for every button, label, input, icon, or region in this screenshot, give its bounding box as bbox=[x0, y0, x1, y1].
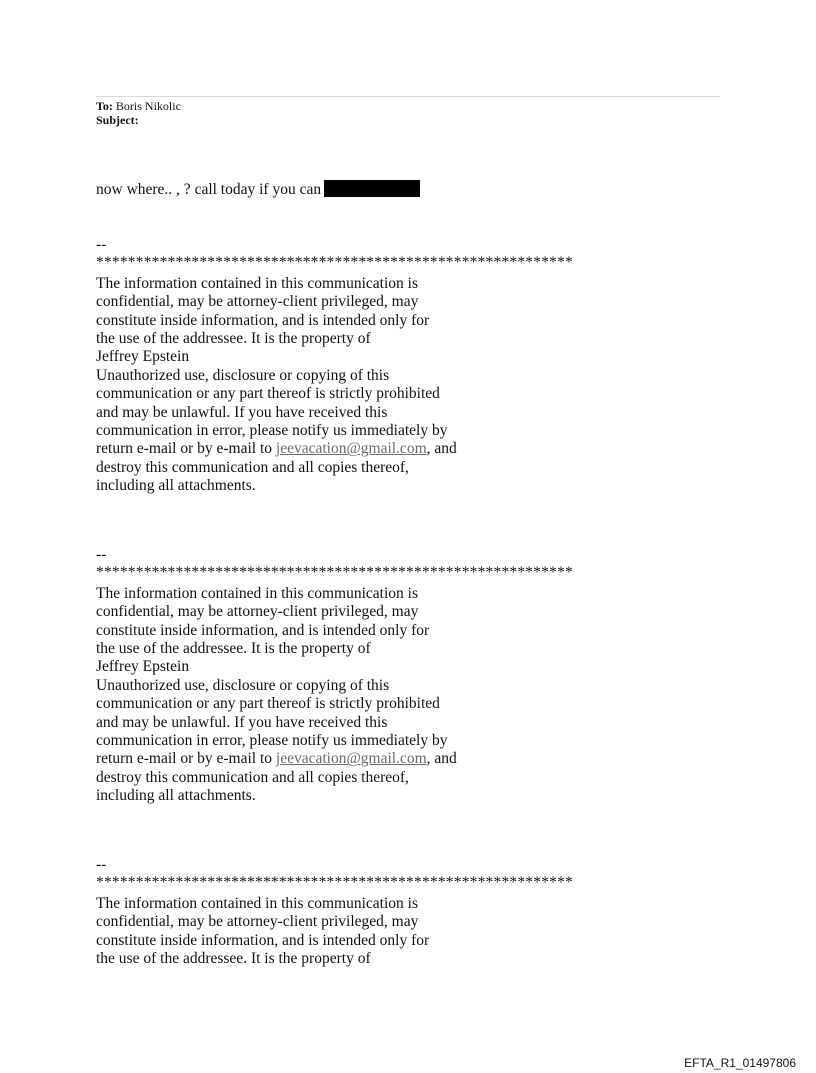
header-divider bbox=[96, 96, 720, 97]
message-text: now where.. , ? call today if you can bbox=[96, 181, 322, 198]
disclaimer-line: communication in error, please notify us immediately by bbox=[96, 732, 448, 750]
disclaimer-email-line bbox=[96, 440, 573, 458]
subject-row bbox=[96, 113, 181, 127]
signature-stars: ************************************************************ bbox=[96, 874, 573, 892]
to-row bbox=[96, 99, 181, 113]
disclaimer-line: The information contained in this communication is bbox=[96, 274, 418, 292]
signature-dash: -- bbox=[96, 546, 107, 563]
disclaimer-line: communication or any part thereof is strictly prohibited bbox=[96, 695, 440, 713]
signature-block-3 bbox=[96, 856, 573, 968]
disclaimer-line: constitute inside information, and is intended only for bbox=[96, 931, 430, 949]
disclaimer-line: confidential, may be attorney-client privileged, may bbox=[96, 293, 419, 311]
disclaimer-line: the use of the addressee. It is the property of bbox=[96, 950, 371, 968]
disclaimer-line: Jeffrey Epstein bbox=[96, 658, 190, 676]
signature-block-1 bbox=[96, 236, 573, 496]
disclaimer-line: destroy this communication and all copies thereof, bbox=[96, 768, 409, 786]
email-prefix: return e-mail or by e-mail to bbox=[96, 440, 276, 458]
redaction-block bbox=[324, 180, 420, 197]
disclaimer-line: confidential, may be attorney-client privileged, may bbox=[96, 603, 419, 621]
disclaimer bbox=[96, 275, 573, 496]
disclaimer-email-line bbox=[96, 750, 573, 768]
disclaimer-line: confidential, may be attorney-client privileged, may bbox=[96, 913, 419, 931]
email-prefix: return e-mail or by e-mail to bbox=[96, 750, 276, 768]
disclaimer-line: the use of the addressee. It is the property of bbox=[96, 640, 371, 658]
email-suffix: , and bbox=[426, 750, 457, 768]
disclaimer-line: communication in error, please notify us immediately by bbox=[96, 422, 448, 440]
disclaimer-line: Unauthorized use, disclosure or copying of this bbox=[96, 366, 390, 384]
document-id: EFTA_R1_01497806 bbox=[684, 1056, 796, 1070]
email-header bbox=[96, 99, 181, 127]
disclaimer-line: Jeffrey Epstein bbox=[96, 348, 190, 366]
disclaimer bbox=[96, 895, 573, 969]
disclaimer-line: The information contained in this communication is bbox=[96, 894, 418, 912]
disclaimer-line: The information contained in this communication is bbox=[96, 584, 418, 602]
signature-dash: -- bbox=[96, 856, 107, 873]
email-link[interactable]: jeevacation@gmail.com bbox=[275, 750, 427, 768]
disclaimer-line: constitute inside information, and is intended only for bbox=[96, 621, 430, 639]
disclaimer-line: the use of the addressee. It is the property of bbox=[96, 330, 371, 348]
email-link[interactable]: jeevacation@gmail.com bbox=[275, 440, 427, 458]
disclaimer-line: communication or any part thereof is strictly prohibited bbox=[96, 385, 440, 403]
subject-label: Subject: bbox=[96, 113, 139, 127]
disclaimer-line: and may be unlawful. If you have received this bbox=[96, 713, 388, 731]
signature-block-2 bbox=[96, 546, 573, 806]
email-suffix: , and bbox=[426, 440, 457, 458]
disclaimer-line: including all attachments. bbox=[96, 477, 256, 495]
disclaimer bbox=[96, 585, 573, 806]
to-label: To: bbox=[96, 99, 113, 113]
disclaimer-line: destroy this communication and all copies thereof, bbox=[96, 458, 409, 476]
disclaimer-line: Unauthorized use, disclosure or copying of this bbox=[96, 676, 390, 694]
disclaimer-line: including all attachments. bbox=[96, 787, 256, 805]
disclaimer-line: and may be unlawful. If you have received this bbox=[96, 403, 388, 421]
message-body bbox=[96, 180, 420, 199]
signature-stars: ************************************************************ bbox=[96, 254, 573, 272]
signature-dash: -- bbox=[96, 236, 107, 253]
to-value: Boris Nikolic bbox=[115, 99, 181, 113]
disclaimer-line: constitute inside information, and is intended only for bbox=[96, 311, 430, 329]
signature-stars: ************************************************************ bbox=[96, 564, 573, 582]
